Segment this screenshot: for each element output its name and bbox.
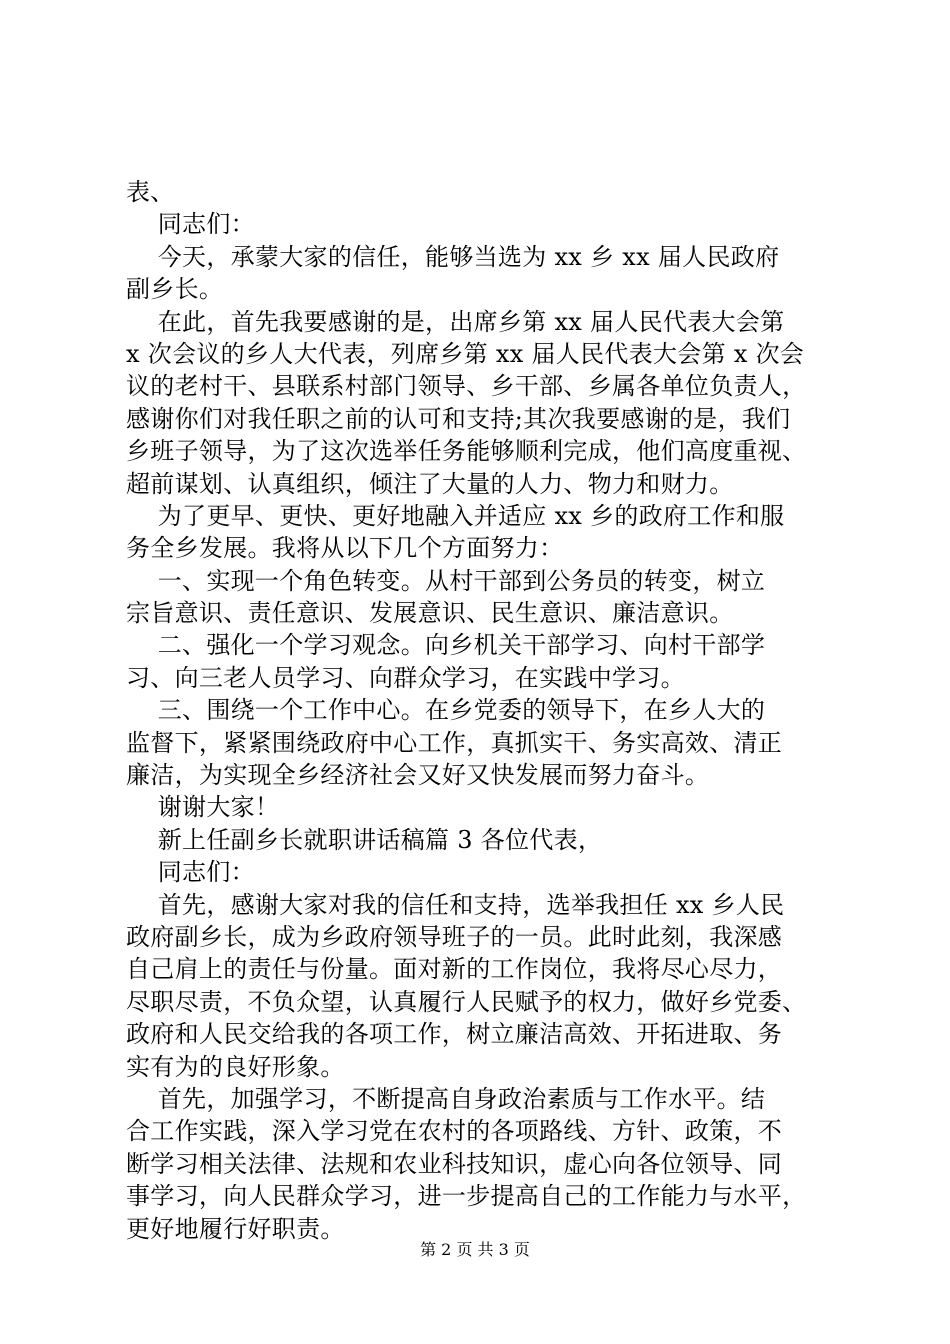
text-line: 为了更早、更快、更好地融入并适应 xx 乡的政府工作和服: [126, 501, 785, 530]
text-line: 实有为的良好形象。: [126, 1052, 345, 1081]
text-line: 习、向三老人员学习、向群众学习，在实践中学习。: [126, 663, 685, 692]
text-line: 超前谋划、认真组织，倾注了大量的人力、物力和财力。: [126, 469, 734, 498]
text-line: 首先，加强学习，不断提高自身政治素质与工作水平。结: [126, 1084, 766, 1113]
text-line: 感谢你们对我任职之前的认可和支持;其次我要感谢的是，我们: [126, 404, 791, 433]
text-line: 政府副乡长，成为乡政府领导班子的一员。此时此刻，我深感: [126, 922, 783, 951]
text-line: 三、围绕一个工作中心。在乡党委的领导下，在乡人大的: [126, 696, 766, 725]
text-line: 副乡长。: [126, 275, 224, 304]
page-number-footer: 第 2 页 共 3 页: [420, 1240, 530, 1259]
text-line: 政府和人民交给我的各项工作，树立廉洁高效、开拓进取、务: [126, 1020, 783, 1049]
text-line: 同志们：: [126, 210, 255, 239]
document-body: [126, 176, 841, 1245]
text-line: 表、: [126, 178, 175, 206]
text-line: 断学习相关法律、法规和农业科技知识，虚心向各位领导、同: [126, 1149, 783, 1178]
text-line: 事学习，向人民群众学习，进一步提高自己的工作能力与水平，: [126, 1182, 807, 1211]
text-line: 议的老村干、县联系村部门领导、乡干部、乡属各单位负责人，: [126, 372, 807, 401]
text-line: 宗旨意识、责任意识、发展意识、民生意识、廉洁意识。: [126, 599, 734, 628]
text-line: 新上任副乡长就职讲话稿篇 3 各位代表，: [126, 825, 603, 854]
text-line: 首先，感谢大家对我的信任和支持，选举我担任 xx 乡人民: [126, 890, 785, 919]
text-line: 自己肩上的责任与份量。面对新的工作岗位，我将尽心尽力，: [126, 955, 783, 984]
text-line: 监督下，紧紧围绕政府中心工作，真抓实干、务实高效、清正: [126, 728, 783, 757]
text-line: 今天，承蒙大家的信任，能够当选为 xx 乡 xx 届人民政府: [126, 242, 780, 271]
text-line: 合工作实践，深入学习党在农村的各项路线、方针、政策，不: [126, 1117, 783, 1146]
text-line: 尽职尽责，不负众望，认真履行人民赋予的权力，做好乡党委、: [126, 987, 807, 1016]
text-line: 同志们：: [126, 858, 255, 887]
text-line: 一、实现一个角色转变。从村干部到公务员的转变，树立: [126, 566, 766, 595]
text-line: 务全乡发展。我将从以下几个方面努力：: [126, 534, 564, 563]
text-line: 廉洁，为实现全乡经济社会又好又快发展而努力奋斗。: [126, 761, 710, 790]
text-line: 谢谢大家！: [126, 793, 280, 822]
text-line: 二、强化一个学习观念。向乡机关干部学习、向村干部学: [126, 631, 766, 660]
text-line: 更好地履行好职责。: [126, 1214, 345, 1243]
text-line: 在此，首先我要感谢的是，出席乡第 xx 届人民代表大会第: [126, 307, 785, 336]
text-line: x 次会议的乡人大代表，列席乡第 xx 届人民代表大会第 x 次会: [126, 339, 805, 368]
text-line: 乡班子领导，为了这次选举任务能够顺利完成，他们高度重视、: [126, 437, 807, 466]
